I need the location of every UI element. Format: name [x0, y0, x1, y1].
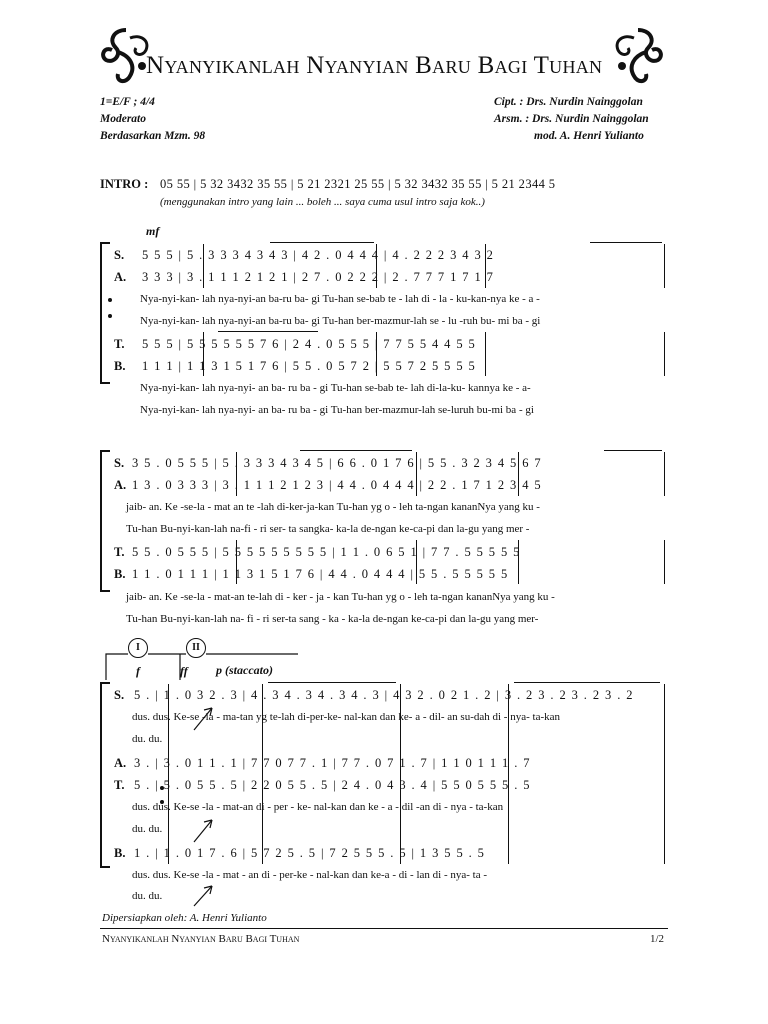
alto-notation: 1 3 . 0 3 3 3 | 3 . 1 1 1 2 1 2 3 | 4 4 . 0 4 4 4 | 2 2 . 1 7 1 2 3 4 5 [132, 478, 543, 492]
system-3-brace [100, 682, 110, 868]
barline [664, 540, 665, 584]
lyric-line: du. du. [132, 823, 163, 835]
arrow-pointer-icon [190, 880, 220, 910]
tenor-notation: 5 5 5 | 5 5 5 5 5 5 7 6 | 2 4 . 0 5 5 5 | 7 7 5 5 4 4 5 5 [142, 337, 477, 351]
bass-notation: 1 1 1 | 1 1 3 1 5 1 7 6 | 5 5 . 0 5 7 2 | 5 5 7 2 5 5 5 5 [142, 359, 477, 373]
alto-notation: 3 3 3 | 3 . 1 1 1 2 1 2 1 | 2 7 . 0 2 2 2 | 2 . 7 7 7 1 7 1 7 [142, 270, 495, 284]
beam-line [268, 682, 396, 683]
beam-line [590, 242, 662, 243]
arranger-credit: Arsm. : Drs. Nurdin Nainggolan [494, 113, 649, 125]
voice-label-alto: A. [114, 478, 127, 492]
intro-label: INTRO : [100, 177, 149, 191]
voice-label-alto: A. [114, 270, 127, 284]
source-reference: Berdasarkan Mzm. 98 [100, 130, 206, 142]
system-2-brace [100, 450, 110, 592]
barline [664, 244, 665, 288]
system-1-brace [100, 242, 110, 384]
ending-marker-1: I [128, 638, 148, 658]
arrow-pointer-icon [190, 812, 220, 846]
barline [485, 332, 486, 376]
voice-label-bass: B. [114, 846, 126, 860]
lyric-line: Nya-nyi-kan- lah nya-nyi-an ba-ru ba- gi Tu-han se-bab te - lah di - la - ku-kan-nya ke - a - [140, 293, 540, 305]
repeat-dot [108, 298, 112, 302]
lyric-line: Nya-nyi-kan- lah nya-nyi-an ba-ru ba- gi Tu-han ber-mazmur-lah se - lu -ruh bu- mi ba - gi [140, 315, 541, 327]
dynamic-ff: ff [180, 664, 188, 678]
voice-label-tenor: T. [114, 337, 125, 351]
bass-notation: 1 . | 1 . 0 1 7 . 6 | 5 7 2 5 . 5 | 7 2 5 5 5 . 5 | 1 3 5 5 . 5 [134, 846, 486, 860]
voice-label-soprano: S. [114, 688, 125, 702]
modification-credit: mod. A. Henri Yulianto [534, 130, 644, 142]
lyric-line: Tu-han Bu-nyi-kan-lah na- fi - ri ser-ta sang - ka - ka-la de-ngan ke-ca-pi dan la-gu yang mer- [126, 613, 539, 625]
soprano-notation: 5 . | 1 . 0 3 2 . 3 | 4 . 3 4 . 3 4 . 3 4 . 3 | 4 3 2 . 0 2 1 . 2 | 3 . 2 3 . 2 3 . 2 3 . 2 [134, 688, 634, 702]
page-title: Nyanyikanlah Nyanyian Baru Bagi Tuhan [146, 52, 603, 79]
composer-credit: Cipt. : Drs. Nurdin Nainggolan [494, 96, 643, 108]
beam-line [300, 450, 412, 451]
soprano-notation: 3 5 . 0 5 5 5 | 5 . 3 3 3 4 3 4 5 | 6 6 . 0 1 7 6 | 5 5 . 3 2 3 4 5 6 7 [132, 456, 543, 470]
lyric-line: du. du. [132, 890, 163, 902]
footer-divider [100, 928, 668, 929]
lyric-line: dus. dus. Ke-se -la - ma-tan yg te-lah di-per-ke- nal-kan dan ke- a - dil- an su-dah di - nya- ta-kan [132, 711, 561, 723]
key-signature: 1=E/F ; 4/4 [100, 96, 155, 108]
intro-note: (menggunakan intro yang lain ... boleh ... saya cuma usul intro saja kok..) [160, 196, 485, 208]
voice-label-alto: A. [114, 756, 127, 770]
voice-label-bass: B. [114, 567, 126, 581]
voice-label-tenor: T. [114, 545, 125, 559]
tenor-notation: 5 . | 5 . 0 5 5 . 5 | 2 2 0 5 5 . 5 | 2 4 . 0 4 3 . 4 | 5 5 0 5 5 5 . 5 [134, 778, 531, 792]
lyric-line: dus. dus. Ke-se -la - mat - an di - per-ke - nal-kan dan ke-a - di - lan di - nya- ta - [132, 869, 488, 881]
voice-label-soprano: S. [114, 456, 125, 470]
lyric-line: jaib- an. Ke -se-la - mat an te -lah di-ker-ja-kan Tu-han yg o - leh ta-ngan kananNya yang ku - [126, 501, 540, 513]
scroll-ornament-right-icon [606, 26, 668, 88]
dynamic-mf: mf [146, 224, 160, 238]
lyric-line: Tu-han Bu-nyi-kan-lah na-fi - ri ser- ta sangka- ka-la de-ngan ke-ca-pi dan la-gu yang mer - [126, 523, 530, 535]
alto-notation: 3 . | 3 . 0 1 1 . 1 | 7 7 0 7 7 . 1 | 7 7 . 0 7 1 . 7 | 1 1 0 1 1 1 . 7 [134, 756, 531, 770]
ending-marker-2: II [186, 638, 206, 658]
beam-line [270, 242, 374, 243]
bass-notation: 1 1 . 0 1 1 1 | 1 1 3 1 5 1 7 6 | 4 4 . 0 4 4 4 | 5 5 . 5 5 5 5 5 [132, 567, 509, 581]
lyric-line: dus. dus. Ke-se -la - mat-an di - per - ke- nal-kan dan ke - a - dil -an di - nya - ta-kan [132, 801, 504, 813]
lyric-line: jaib- an. Ke -se-la - mat-an te-lah di - ker - ja - kan Tu-han yg o - leh ta-ngan kananNya yang ku - [126, 591, 555, 603]
soprano-notation: 5 5 5 | 5 . 3 3 3 4 3 4 3 | 4 2 . 0 4 4 4 | 4 . 2 2 2 3 4 3 2 [142, 248, 495, 262]
voice-label-tenor: T. [114, 778, 125, 792]
voice-label-bass: B. [114, 359, 126, 373]
dynamic-p-staccato: p (staccato) [216, 663, 273, 677]
page-number: 1/2 [650, 933, 665, 945]
tenor-notation: 5 5 . 0 5 5 5 | 5 5 5 5 5 5 5 5 5 | 1 1 . 0 6 5 1 | 7 7 . 5 5 5 5 5 [132, 545, 521, 559]
beam-line [218, 331, 318, 332]
intro-notation: 05 55 | 5 32 3432 35 55 | 5 21 2321 25 55 | 5 32 3432 35 55 | 5 21 2344 5 [160, 177, 556, 191]
lyric-line: Nya-nyi-kan- lah nya-nyi- an ba- ru ba - gi Tu-han se-bab te- lah di-la-ku- kannya ke - a- [140, 382, 531, 394]
barline [664, 684, 665, 864]
lyric-line: du. du. [132, 733, 163, 745]
lyric-line: Nya-nyi-kan- lah nya-nyi- an ba- ru ba - gi Tu-han ber-mazmur-lah se-luruh bu-mi ba - gi [140, 404, 534, 416]
tempo-marking: Moderato [100, 113, 146, 125]
beam-line [514, 682, 660, 683]
dynamic-f: f [136, 664, 140, 678]
barline [664, 332, 665, 376]
beam-line [604, 450, 662, 451]
repeat-dot [108, 314, 112, 318]
prepared-by: Dipersiapkan oleh: A. Henri Yulianto [102, 912, 267, 924]
barline [664, 452, 665, 496]
voice-label-soprano: S. [114, 248, 125, 262]
footer-title: Nyanyikanlah Nyanyian Baru Bagi Tuhan [102, 933, 300, 945]
